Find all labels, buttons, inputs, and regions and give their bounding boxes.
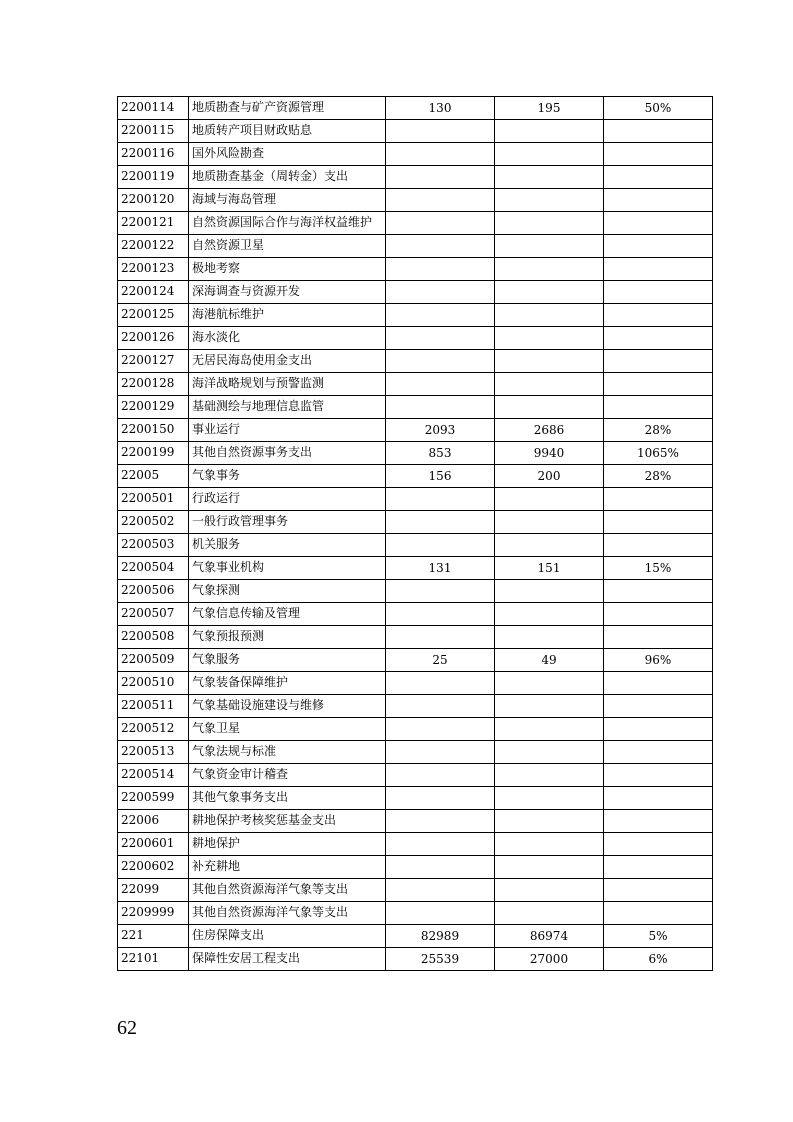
row-value-1-cell bbox=[386, 810, 495, 833]
row-name-cell: 国外风险勘查 bbox=[189, 143, 386, 166]
row-value-2-cell bbox=[495, 603, 604, 626]
row-code-cell: 2200502 bbox=[118, 511, 189, 534]
row-code-cell: 221 bbox=[118, 925, 189, 948]
table-row bbox=[118, 764, 713, 787]
row-code-cell: 22005 bbox=[118, 465, 189, 488]
row-code-cell: 2200127 bbox=[118, 350, 189, 373]
row-value-1-cell: 131 bbox=[386, 557, 495, 580]
row-value-1-cell bbox=[386, 718, 495, 741]
row-value-2-cell bbox=[495, 304, 604, 327]
row-percent-cell bbox=[604, 764, 713, 787]
row-value-1-cell: 25539 bbox=[386, 948, 495, 971]
row-value-1-cell: 156 bbox=[386, 465, 495, 488]
row-percent-cell bbox=[604, 120, 713, 143]
row-code-cell: 2200514 bbox=[118, 764, 189, 787]
row-value-2-cell bbox=[495, 741, 604, 764]
row-code-cell: 22101 bbox=[118, 948, 189, 971]
table-row bbox=[118, 166, 713, 189]
row-percent-cell bbox=[604, 718, 713, 741]
row-value-1-cell: 130 bbox=[386, 97, 495, 120]
row-name-cell: 气象事务 bbox=[189, 465, 386, 488]
row-name-cell: 地质勘查基金（周转金）支出 bbox=[189, 166, 386, 189]
row-value-1-cell bbox=[386, 603, 495, 626]
row-code-cell: 2200129 bbox=[118, 396, 189, 419]
row-name-cell: 耕地保护 bbox=[189, 833, 386, 856]
row-code-cell: 2200506 bbox=[118, 580, 189, 603]
row-value-2-cell bbox=[495, 810, 604, 833]
row-code-cell: 2200510 bbox=[118, 672, 189, 695]
row-code-cell: 2200601 bbox=[118, 833, 189, 856]
row-code-cell: 2200513 bbox=[118, 741, 189, 764]
row-value-1-cell bbox=[386, 741, 495, 764]
row-value-1-cell bbox=[386, 143, 495, 166]
row-name-cell: 其他自然资源海洋气象等支出 bbox=[189, 902, 386, 925]
table-row bbox=[118, 718, 713, 741]
row-code-cell: 2200121 bbox=[118, 212, 189, 235]
table-row bbox=[118, 396, 713, 419]
row-name-cell: 事业运行 bbox=[189, 419, 386, 442]
table-row bbox=[118, 741, 713, 764]
row-percent-cell bbox=[604, 327, 713, 350]
row-percent-cell bbox=[604, 212, 713, 235]
row-value-2-cell bbox=[495, 764, 604, 787]
row-name-cell: 地质转产项目财政贴息 bbox=[189, 120, 386, 143]
row-name-cell: 气象探测 bbox=[189, 580, 386, 603]
row-percent-cell bbox=[604, 488, 713, 511]
row-percent-cell bbox=[604, 281, 713, 304]
row-value-2-cell bbox=[495, 534, 604, 557]
row-code-cell: 22099 bbox=[118, 879, 189, 902]
row-code-cell: 2200508 bbox=[118, 626, 189, 649]
row-name-cell: 气象装备保障维护 bbox=[189, 672, 386, 695]
row-value-2-cell bbox=[495, 258, 604, 281]
row-name-cell: 自然资源国际合作与海洋权益维护 bbox=[189, 212, 386, 235]
table-row bbox=[118, 97, 713, 120]
row-percent-cell bbox=[604, 833, 713, 856]
budget-table-container bbox=[117, 96, 713, 971]
row-value-2-cell bbox=[495, 580, 604, 603]
row-code-cell: 2200126 bbox=[118, 327, 189, 350]
row-value-1-cell bbox=[386, 396, 495, 419]
row-name-cell: 气象法规与标准 bbox=[189, 741, 386, 764]
row-value-1-cell bbox=[386, 235, 495, 258]
row-value-1-cell: 853 bbox=[386, 442, 495, 465]
row-code-cell: 2200114 bbox=[118, 97, 189, 120]
row-name-cell: 海水淡化 bbox=[189, 327, 386, 350]
row-code-cell: 2200602 bbox=[118, 856, 189, 879]
row-code-cell: 2200120 bbox=[118, 189, 189, 212]
table-row bbox=[118, 534, 713, 557]
row-code-cell: 2200124 bbox=[118, 281, 189, 304]
row-value-1-cell bbox=[386, 902, 495, 925]
row-code-cell: 22006 bbox=[118, 810, 189, 833]
row-percent-cell: 96% bbox=[604, 649, 713, 672]
row-percent-cell bbox=[604, 603, 713, 626]
row-name-cell: 气象信息传输及管理 bbox=[189, 603, 386, 626]
row-value-2-cell bbox=[495, 879, 604, 902]
row-name-cell: 气象资金审计稽查 bbox=[189, 764, 386, 787]
row-value-2-cell bbox=[495, 212, 604, 235]
row-code-cell: 2200123 bbox=[118, 258, 189, 281]
row-percent-cell: 28% bbox=[604, 419, 713, 442]
row-value-2-cell bbox=[495, 718, 604, 741]
row-value-2-cell bbox=[495, 120, 604, 143]
row-percent-cell: 5% bbox=[604, 925, 713, 948]
row-name-cell: 地质勘查与矿产资源管理 bbox=[189, 97, 386, 120]
row-percent-cell bbox=[604, 580, 713, 603]
row-code-cell: 2200122 bbox=[118, 235, 189, 258]
table-row bbox=[118, 672, 713, 695]
row-name-cell: 行政运行 bbox=[189, 488, 386, 511]
table-row bbox=[118, 695, 713, 718]
row-code-cell: 2200115 bbox=[118, 120, 189, 143]
table-row bbox=[118, 580, 713, 603]
row-code-cell: 2200128 bbox=[118, 373, 189, 396]
page-number: 62 bbox=[117, 1017, 137, 1039]
row-value-1-cell bbox=[386, 511, 495, 534]
row-name-cell: 基础测绘与地理信息监管 bbox=[189, 396, 386, 419]
row-value-2-cell bbox=[495, 672, 604, 695]
row-value-2-cell bbox=[495, 787, 604, 810]
row-percent-cell: 6% bbox=[604, 948, 713, 971]
table-row bbox=[118, 350, 713, 373]
row-name-cell: 气象卫星 bbox=[189, 718, 386, 741]
row-value-1-cell bbox=[386, 166, 495, 189]
table-row bbox=[118, 465, 713, 488]
row-percent-cell bbox=[604, 350, 713, 373]
row-value-2-cell bbox=[495, 511, 604, 534]
row-name-cell: 住房保障支出 bbox=[189, 925, 386, 948]
row-code-cell: 2200116 bbox=[118, 143, 189, 166]
row-name-cell: 其他自然资源事务支出 bbox=[189, 442, 386, 465]
row-percent-cell bbox=[604, 534, 713, 557]
row-value-2-cell bbox=[495, 350, 604, 373]
row-percent-cell bbox=[604, 902, 713, 925]
row-name-cell: 海洋战略规划与预警监测 bbox=[189, 373, 386, 396]
table-row bbox=[118, 327, 713, 350]
row-value-2-cell bbox=[495, 166, 604, 189]
row-value-2-cell: 200 bbox=[495, 465, 604, 488]
row-name-cell: 保障性安居工程支出 bbox=[189, 948, 386, 971]
table-row bbox=[118, 787, 713, 810]
row-value-1-cell: 82989 bbox=[386, 925, 495, 948]
row-value-2-cell: 151 bbox=[495, 557, 604, 580]
row-value-2-cell: 27000 bbox=[495, 948, 604, 971]
row-name-cell: 海域与海岛管理 bbox=[189, 189, 386, 212]
row-code-cell: 2200150 bbox=[118, 419, 189, 442]
row-value-2-cell: 49 bbox=[495, 649, 604, 672]
table-row bbox=[118, 626, 713, 649]
row-code-cell: 2209999 bbox=[118, 902, 189, 925]
row-value-1-cell bbox=[386, 189, 495, 212]
table-row bbox=[118, 235, 713, 258]
row-name-cell: 耕地保护考核奖惩基金支出 bbox=[189, 810, 386, 833]
row-percent-cell: 15% bbox=[604, 557, 713, 580]
row-value-2-cell bbox=[495, 235, 604, 258]
row-value-1-cell bbox=[386, 833, 495, 856]
table-row bbox=[118, 649, 713, 672]
table-row bbox=[118, 281, 713, 304]
table-row bbox=[118, 258, 713, 281]
row-name-cell: 机关服务 bbox=[189, 534, 386, 557]
row-value-2-cell bbox=[495, 902, 604, 925]
row-name-cell: 气象服务 bbox=[189, 649, 386, 672]
row-value-1-cell bbox=[386, 258, 495, 281]
row-percent-cell bbox=[604, 396, 713, 419]
row-name-cell: 一般行政管理事务 bbox=[189, 511, 386, 534]
row-value-1-cell bbox=[386, 488, 495, 511]
row-percent-cell bbox=[604, 511, 713, 534]
table-row bbox=[118, 511, 713, 534]
row-name-cell: 其他自然资源海洋气象等支出 bbox=[189, 879, 386, 902]
row-value-2-cell bbox=[495, 327, 604, 350]
row-percent-cell bbox=[604, 626, 713, 649]
table-row bbox=[118, 948, 713, 971]
table-row bbox=[118, 833, 713, 856]
table-row bbox=[118, 373, 713, 396]
row-value-2-cell: 9940 bbox=[495, 442, 604, 465]
row-percent-cell: 50% bbox=[604, 97, 713, 120]
row-value-1-cell bbox=[386, 534, 495, 557]
row-name-cell: 极地考察 bbox=[189, 258, 386, 281]
table-row bbox=[118, 488, 713, 511]
row-percent-cell bbox=[604, 787, 713, 810]
row-value-1-cell bbox=[386, 879, 495, 902]
row-code-cell: 2200125 bbox=[118, 304, 189, 327]
table-row bbox=[118, 143, 713, 166]
table-row bbox=[118, 212, 713, 235]
row-name-cell: 无居民海岛使用金支出 bbox=[189, 350, 386, 373]
table-row bbox=[118, 557, 713, 580]
row-percent-cell bbox=[604, 189, 713, 212]
row-value-2-cell: 2686 bbox=[495, 419, 604, 442]
row-value-2-cell: 195 bbox=[495, 97, 604, 120]
table-row bbox=[118, 856, 713, 879]
row-value-1-cell bbox=[386, 281, 495, 304]
row-value-1-cell: 2093 bbox=[386, 419, 495, 442]
row-value-2-cell bbox=[495, 373, 604, 396]
row-percent-cell: 1065% bbox=[604, 442, 713, 465]
row-value-1-cell bbox=[386, 580, 495, 603]
row-value-1-cell bbox=[386, 787, 495, 810]
row-name-cell: 气象预报预测 bbox=[189, 626, 386, 649]
row-code-cell: 2200512 bbox=[118, 718, 189, 741]
row-percent-cell bbox=[604, 258, 713, 281]
row-percent-cell bbox=[604, 235, 713, 258]
row-percent-cell bbox=[604, 304, 713, 327]
table-row bbox=[118, 304, 713, 327]
table-row bbox=[118, 902, 713, 925]
row-name-cell: 气象事业机构 bbox=[189, 557, 386, 580]
row-value-1-cell bbox=[386, 695, 495, 718]
row-value-1-cell bbox=[386, 212, 495, 235]
row-percent-cell bbox=[604, 166, 713, 189]
row-value-2-cell bbox=[495, 695, 604, 718]
row-code-cell: 2200509 bbox=[118, 649, 189, 672]
row-percent-cell: 28% bbox=[604, 465, 713, 488]
row-code-cell: 2200199 bbox=[118, 442, 189, 465]
row-name-cell: 补充耕地 bbox=[189, 856, 386, 879]
row-code-cell: 2200501 bbox=[118, 488, 189, 511]
table-row bbox=[118, 120, 713, 143]
row-percent-cell bbox=[604, 695, 713, 718]
row-percent-cell bbox=[604, 672, 713, 695]
row-value-2-cell bbox=[495, 626, 604, 649]
row-percent-cell bbox=[604, 373, 713, 396]
row-value-1-cell bbox=[386, 626, 495, 649]
row-percent-cell bbox=[604, 879, 713, 902]
row-value-1-cell bbox=[386, 327, 495, 350]
row-value-2-cell bbox=[495, 856, 604, 879]
row-value-2-cell: 86974 bbox=[495, 925, 604, 948]
table-row bbox=[118, 879, 713, 902]
row-name-cell: 自然资源卫星 bbox=[189, 235, 386, 258]
row-code-cell: 2200599 bbox=[118, 787, 189, 810]
row-value-2-cell bbox=[495, 833, 604, 856]
row-code-cell: 2200507 bbox=[118, 603, 189, 626]
budget-table-body bbox=[118, 97, 713, 971]
table-row bbox=[118, 603, 713, 626]
row-value-2-cell bbox=[495, 396, 604, 419]
row-name-cell: 深海调查与资源开发 bbox=[189, 281, 386, 304]
budget-table bbox=[117, 96, 713, 971]
row-value-1-cell bbox=[386, 373, 495, 396]
row-code-cell: 2200503 bbox=[118, 534, 189, 557]
row-percent-cell bbox=[604, 856, 713, 879]
row-percent-cell bbox=[604, 810, 713, 833]
row-value-2-cell bbox=[495, 143, 604, 166]
row-value-2-cell bbox=[495, 281, 604, 304]
row-code-cell: 2200511 bbox=[118, 695, 189, 718]
row-percent-cell bbox=[604, 143, 713, 166]
row-value-1-cell bbox=[386, 764, 495, 787]
table-row bbox=[118, 442, 713, 465]
row-percent-cell bbox=[604, 741, 713, 764]
row-value-1-cell: 25 bbox=[386, 649, 495, 672]
row-value-1-cell bbox=[386, 856, 495, 879]
row-value-2-cell bbox=[495, 488, 604, 511]
table-row bbox=[118, 419, 713, 442]
table-row bbox=[118, 925, 713, 948]
row-value-2-cell bbox=[495, 189, 604, 212]
row-value-1-cell bbox=[386, 672, 495, 695]
row-value-1-cell bbox=[386, 350, 495, 373]
row-name-cell: 海港航标维护 bbox=[189, 304, 386, 327]
table-row bbox=[118, 810, 713, 833]
row-name-cell: 气象基础设施建设与维修 bbox=[189, 695, 386, 718]
row-code-cell: 2200119 bbox=[118, 166, 189, 189]
row-code-cell: 2200504 bbox=[118, 557, 189, 580]
row-value-1-cell bbox=[386, 304, 495, 327]
table-row bbox=[118, 189, 713, 212]
row-name-cell: 其他气象事务支出 bbox=[189, 787, 386, 810]
row-value-1-cell bbox=[386, 120, 495, 143]
